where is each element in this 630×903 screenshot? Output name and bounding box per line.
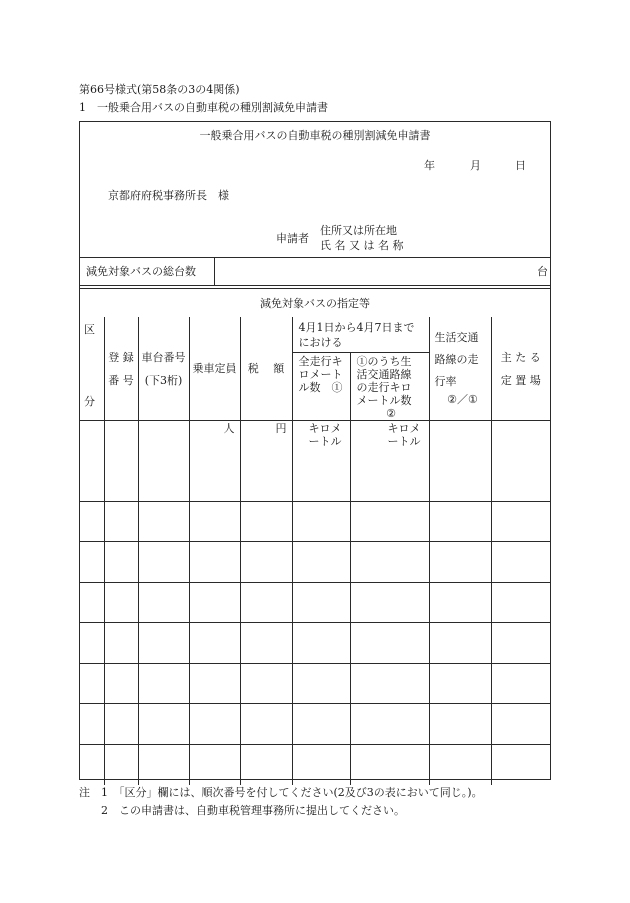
table-cell xyxy=(138,704,189,745)
table-cell xyxy=(189,704,240,745)
table-cell xyxy=(292,744,350,785)
unit-yen: 円 xyxy=(240,421,292,461)
applicant-label: 申請者 xyxy=(276,232,309,245)
table-cell xyxy=(350,582,429,623)
table-cell xyxy=(350,744,429,785)
table-cell xyxy=(292,501,350,542)
table-cell xyxy=(429,582,491,623)
table-cell xyxy=(80,623,104,664)
date-day-label: 日 xyxy=(515,159,526,172)
table-cell xyxy=(104,582,138,623)
table-cell xyxy=(429,704,491,745)
divider xyxy=(80,288,550,289)
table-row xyxy=(80,744,550,785)
header-route-ratio: 生活交通 路線の走 行率 ②／① xyxy=(429,317,491,421)
table-cell xyxy=(104,542,138,583)
table-cell xyxy=(350,663,429,704)
table-cell xyxy=(292,623,350,664)
table-cell xyxy=(189,461,240,502)
table-cell xyxy=(292,542,350,583)
table-cell xyxy=(350,623,429,664)
table-cell xyxy=(138,623,189,664)
date-year-label: 年 xyxy=(424,159,435,172)
table-cell xyxy=(292,461,350,502)
divider xyxy=(80,285,550,286)
table-cell xyxy=(240,704,292,745)
unit-cell xyxy=(429,421,491,461)
table-row xyxy=(80,461,550,502)
table-cell xyxy=(350,542,429,583)
table-cell xyxy=(491,744,550,785)
application-form xyxy=(79,121,551,780)
total-buses-label: 減免対象バスの総台数 xyxy=(86,265,196,278)
table-cell xyxy=(491,663,550,704)
note-1: 注 1 「区分」欄には、順次番号を付してください(2及び3の表において同じ。)。 xyxy=(79,786,483,799)
table-cell xyxy=(189,744,240,785)
total-buses-divider xyxy=(214,257,215,285)
divider xyxy=(80,257,550,258)
addressee: 京都府府税事務所長 様 xyxy=(108,189,229,202)
table-cell xyxy=(292,663,350,704)
section-title: 1 一般乗合用バスの自動車税の種別割減免申請書 xyxy=(79,101,328,114)
table-cell xyxy=(350,704,429,745)
table-cell xyxy=(138,501,189,542)
table-cell xyxy=(80,501,104,542)
address-label: 住所又は所在地 xyxy=(320,224,397,237)
table-cell xyxy=(240,582,292,623)
name-label: 氏 名 又 は 名 称 xyxy=(320,239,404,252)
header-chassis-number: 車台番号 (下3桁) xyxy=(138,317,189,421)
table-cell xyxy=(429,744,491,785)
table-cell xyxy=(491,704,550,745)
date-month-label: 月 xyxy=(470,159,481,172)
table-row xyxy=(80,501,550,542)
table-row xyxy=(80,542,550,583)
table-cell xyxy=(138,582,189,623)
table-cell xyxy=(138,542,189,583)
table-row xyxy=(80,704,550,745)
unit-cell xyxy=(138,421,189,461)
table-cell xyxy=(429,663,491,704)
form-title: 一般乗合用バスの自動車税の種別割減免申請書 xyxy=(199,129,431,142)
table-cell xyxy=(189,542,240,583)
table-cell xyxy=(350,461,429,502)
header-registration-number: 登 録 番 号 xyxy=(104,317,138,421)
table-cell xyxy=(189,582,240,623)
bus-list-table xyxy=(80,317,550,785)
table-cell xyxy=(491,623,550,664)
unit-km: キロメ ートル xyxy=(292,421,350,461)
table-cell xyxy=(80,542,104,583)
table-cell xyxy=(189,663,240,704)
table-cell xyxy=(80,744,104,785)
table-cell xyxy=(104,663,138,704)
table-cell xyxy=(104,744,138,785)
table-cell xyxy=(189,623,240,664)
table-cell xyxy=(138,663,189,704)
unit-cell xyxy=(491,421,550,461)
table-cell xyxy=(491,582,550,623)
table-cell xyxy=(429,461,491,502)
table-cell xyxy=(240,744,292,785)
table-cell xyxy=(80,461,104,502)
table-cell xyxy=(104,461,138,502)
table-cell xyxy=(240,623,292,664)
form-number: 第66号様式(第58条の3の4関係) xyxy=(79,83,240,96)
table-cell xyxy=(429,623,491,664)
header-tax-amount: 税 額 xyxy=(240,317,292,421)
header-total-km: 全走行キ ロメート ル数 ① xyxy=(292,353,350,421)
table-cell xyxy=(240,542,292,583)
unit-cell xyxy=(80,421,104,461)
table-cell xyxy=(138,744,189,785)
header-period: 4月1日から4月7日までにおける xyxy=(292,317,429,353)
header-route-km: ①のうち生 活交通路線 の走行キロ メートル数 ② xyxy=(350,353,429,421)
table-cell xyxy=(429,501,491,542)
table-row xyxy=(80,623,550,664)
table-cell xyxy=(80,704,104,745)
table-cell xyxy=(104,501,138,542)
table-cell xyxy=(80,582,104,623)
table-cell xyxy=(491,501,550,542)
table-cell xyxy=(240,461,292,502)
table-cell xyxy=(80,663,104,704)
table-cell xyxy=(240,501,292,542)
header-capacity: 乗車定員 xyxy=(189,317,240,421)
table-cell xyxy=(292,582,350,623)
unit-km: キロメ ートル xyxy=(350,421,429,461)
header-base-location: 主 た る 定 置 場 xyxy=(491,317,550,421)
table-cell xyxy=(292,704,350,745)
header-kubun: 区 分 xyxy=(80,317,104,421)
table-row xyxy=(80,663,550,704)
table-cell xyxy=(491,461,550,502)
unit-persons: 人 xyxy=(189,421,240,461)
table-cell xyxy=(189,501,240,542)
table-cell xyxy=(104,623,138,664)
total-buses-unit: 台 xyxy=(537,265,548,278)
unit-cell xyxy=(104,421,138,461)
table-row xyxy=(80,582,550,623)
table-cell xyxy=(491,542,550,583)
table-cell xyxy=(429,542,491,583)
table-cell xyxy=(240,663,292,704)
table-cell xyxy=(104,704,138,745)
note-2: 2 この申請書は、自動車税管理事務所に提出してください。 xyxy=(101,804,405,817)
bus-list-title: 減免対象バスの指定等 xyxy=(260,297,370,310)
table-cell xyxy=(350,501,429,542)
table-cell xyxy=(138,461,189,502)
